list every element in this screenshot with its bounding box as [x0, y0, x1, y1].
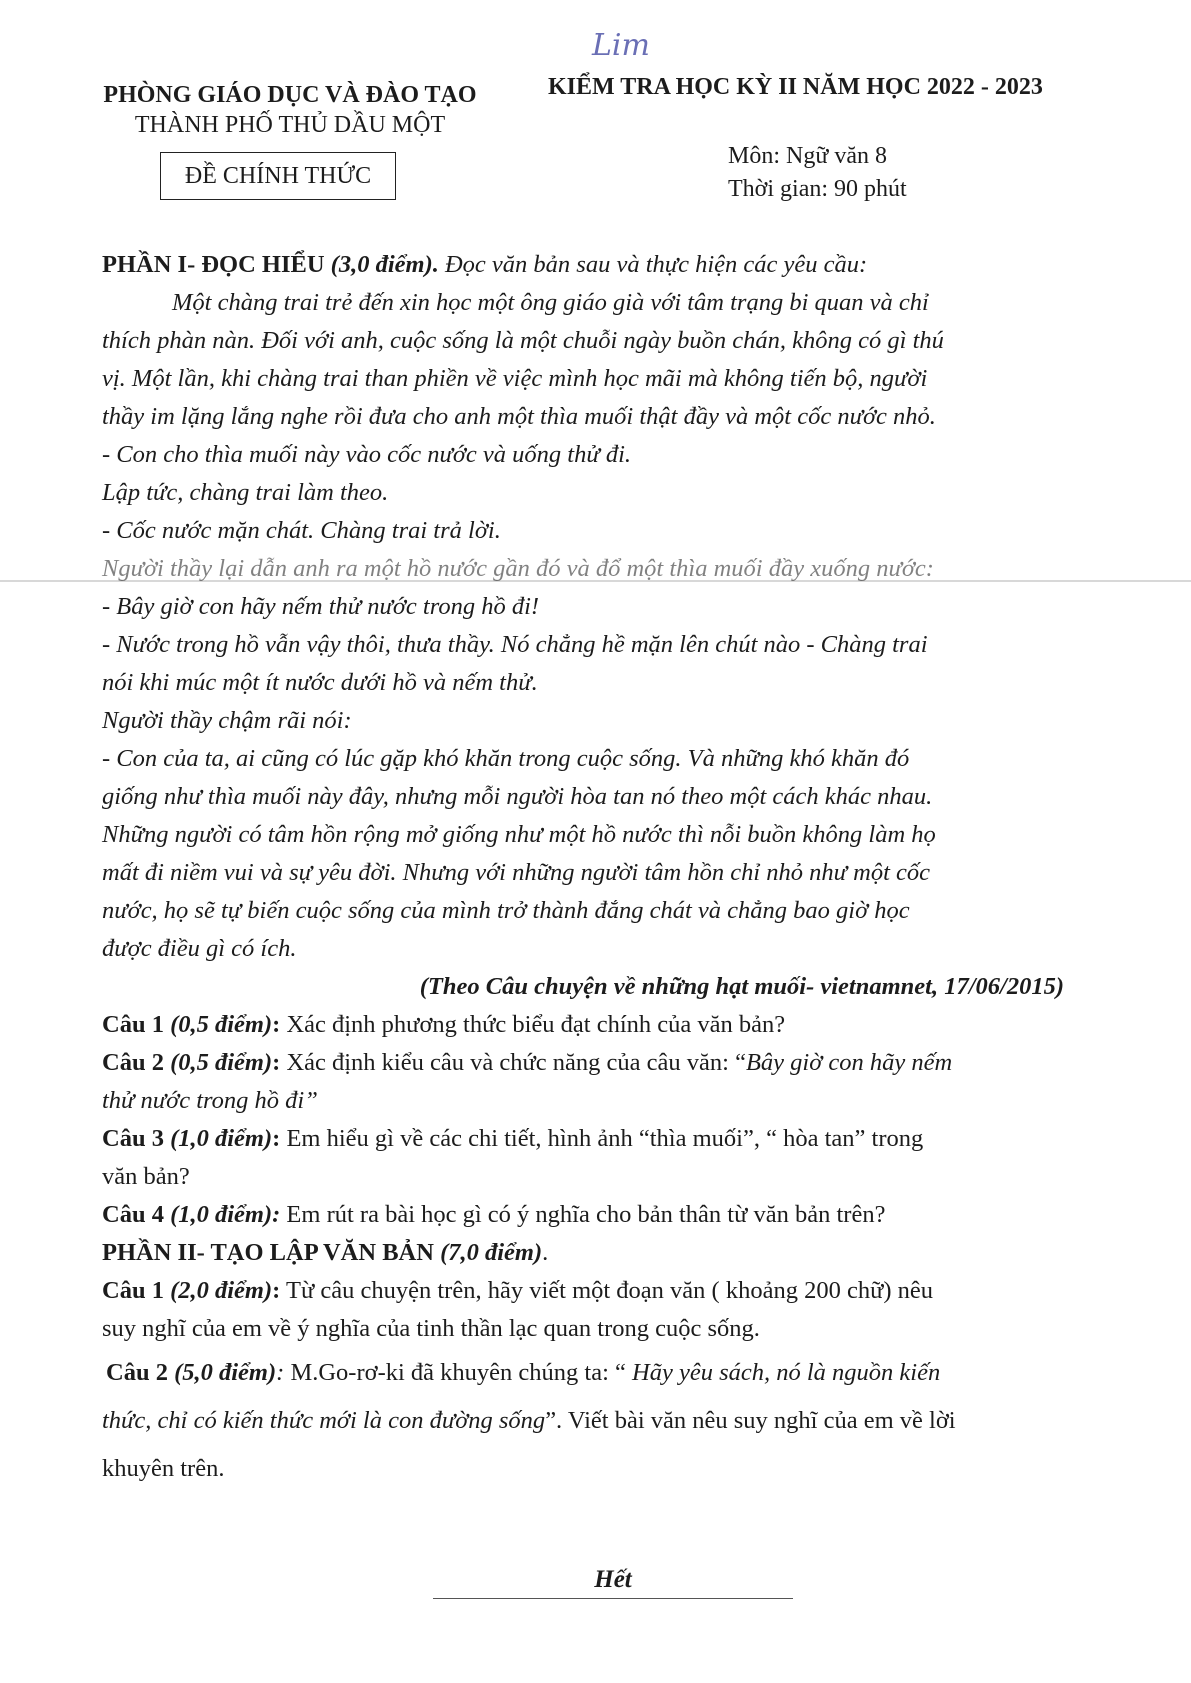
subject: Môn: Ngữ văn 8: [728, 143, 887, 169]
question-points: (0,5 điểm): [163, 1049, 273, 1076]
question-text: Em rút ra bài học gì có ý nghĩa cho bản thân từ văn bản trên?: [280, 1201, 886, 1228]
passage-line: vị. Một lần, khi chàng trai than phiền về việc mình học mãi mà không tiến bộ, người: [102, 365, 928, 392]
exam-info: [728, 140, 907, 206]
question-1: [102, 1006, 1084, 1044]
question-colon: :: [272, 1011, 281, 1038]
essay-question-1-cont: suy nghĩ của em về ý nghĩa của tinh thần lạc quan trong cuộc sống.: [102, 1315, 760, 1342]
essay-question-1: [102, 1272, 1084, 1310]
end-text: Hết: [594, 1566, 632, 1593]
passage-line: - Cốc nước mặn chát. Chàng trai trả lời.: [102, 517, 501, 544]
passage-line: - Bây giờ con hãy nếm thử nước trong hồ đi!: [102, 593, 540, 620]
passage-line: Người thầy lại dẫn anh ra một hồ nước gần đó và đổ một thìa muối đầy xuống nước:: [102, 555, 934, 582]
question-text: Em hiểu gì về các chi tiết, hình ảnh “thìa muối”, “ hòa tan” trong: [280, 1125, 924, 1152]
passage-line: Một chàng trai trẻ đến xin học một ông giáo già với tâm trạng bi quan và chỉ: [172, 289, 929, 316]
question-colon: :: [272, 1125, 281, 1152]
official-stamp: ĐỀ CHÍNH THỨC: [160, 152, 396, 200]
question-text: M.Go-rơ-ki đã khuyên chúng ta: “: [284, 1359, 633, 1386]
city-name: THÀNH PHỐ THỦ DẦU MỘT: [134, 112, 446, 138]
question-points: (5,0 điểm): [167, 1359, 277, 1386]
question-label: Câu 3: [102, 1125, 164, 1152]
handwritten-note: Lim: [592, 28, 650, 63]
passage-line: - Nước trong hồ vẫn vậy thôi, thưa thầy. Nó chẳng hề mặn lên chút nào - Chàng trai: [102, 631, 928, 658]
question-points: (0,5 điểm): [163, 1011, 273, 1038]
passage-line: thích phàn nàn. Đối với anh, cuộc sống là một chuỗi ngày buồn chán, không có gì thú: [102, 327, 944, 354]
passage-line: nói khi múc một ít nước dưới hồ và nếm thử.: [102, 669, 538, 696]
question-label: Câu 1: [102, 1277, 164, 1304]
passage-line: nước, họ sẽ tự biến cuộc sống của mình trở thành đắng chát và chẳng bao giờ học: [102, 897, 910, 924]
question-label: Câu 2: [102, 1049, 164, 1076]
question-2: [102, 1044, 1084, 1082]
passage-line: mất đi niềm vui và sự yêu đời. Nhưng với những người tâm hồn chỉ nhỏ như một cốc: [102, 859, 930, 886]
passage-line: Người thầy chậm rãi nói:: [102, 707, 352, 734]
part1-points: (3,0 điểm).: [330, 251, 439, 278]
question-text: Xác định kiểu câu và chức năng của câu văn: “: [280, 1049, 746, 1076]
question-quote: Bây giờ con hãy nếm: [745, 1049, 953, 1076]
passage-line: Những người có tâm hồn rộng mở giống như một hồ nước thì nỗi buồn không làm họ: [102, 821, 936, 848]
question-colon: :: [272, 1049, 281, 1076]
question-4: [102, 1196, 1084, 1234]
department-name: PHÒNG GIÁO DỤC VÀ ĐÀO TẠO: [103, 82, 477, 108]
passage-line: Lập tức, chàng trai làm theo.: [102, 479, 389, 506]
essay-question-2: [102, 1354, 1084, 1392]
essay-question-2-end: khuyên trên.: [102, 1455, 225, 1482]
end-rule: [433, 1598, 793, 1599]
question-points: (1,0 điểm): [163, 1125, 273, 1152]
essay-question-2-cont: [102, 1402, 1084, 1440]
question-3-cont: văn bản?: [102, 1163, 190, 1190]
passage-source: (Theo Câu chuyện về những hạt muối- vietnamnet, 17/06/2015): [419, 973, 1064, 1000]
passage-line: - Con của ta, ai cũng có lúc gặp khó khăn trong cuộc sống. Và những khó khăn đó: [102, 745, 910, 772]
department-header: [84, 80, 496, 140]
question-3: [102, 1120, 1084, 1158]
question-quote: thức, chỉ có kiến thức mới là con đường sống: [102, 1407, 546, 1434]
exam-body: [102, 246, 1084, 1488]
part2-heading: [102, 1234, 1084, 1272]
question-points: (2,0 điểm): [163, 1277, 273, 1304]
reading-passage: [102, 284, 1084, 968]
passage-line: giống như thìa muối này đây, nhưng mỗi người hòa tan nó theo một cách khác nhau.: [102, 783, 933, 810]
question-text: Xác định phương thức biểu đạt chính của văn bản?: [280, 1011, 786, 1038]
passage-line: được điều gì có ích.: [102, 935, 297, 962]
question-label: Câu 2: [106, 1359, 168, 1386]
duration: Thời gian: 90 phút: [728, 176, 907, 202]
question-label: Câu 1: [102, 1011, 164, 1038]
part2-title: PHẦN II- TẠO LẬP VĂN BẢN: [102, 1239, 434, 1266]
question-label: Câu 4: [102, 1201, 164, 1228]
part1-title: PHẦN I- ĐỌC HIỂU: [102, 251, 325, 278]
part1-heading: [102, 246, 1084, 284]
question-quote: Hãy yêu sách, nó là nguồn kiến: [632, 1359, 941, 1386]
question-colon: :: [272, 1277, 281, 1304]
question-text: ”. Viết bài văn nêu suy nghĩ của em về lời: [545, 1407, 956, 1434]
part1-instruction: Đọc văn bản sau và thực hiện các yêu cầu:: [438, 251, 868, 278]
exam-title: KIỂM TRA HỌC KỲ II NĂM HỌC 2022 - 2023: [548, 74, 1043, 100]
end-marker: [433, 1566, 793, 1599]
question-text: Từ câu chuyện trên, hãy viết một đoạn văn ( khoảng 200 chữ) nêu: [280, 1277, 934, 1304]
question-2-cont: thử nước trong hồ đi”: [102, 1087, 318, 1114]
part2-points: (7,0 điểm): [433, 1239, 543, 1266]
part2-period: .: [542, 1239, 549, 1266]
passage-line: - Con cho thìa muối này vào cốc nước và uống thử đi.: [102, 441, 632, 468]
question-points: (1,0 điểm):: [163, 1201, 281, 1228]
question-colon: :: [276, 1359, 285, 1386]
passage-line: thầy im lặng lắng nghe rồi đưa cho anh một thìa muối thật đầy và một cốc nước nhỏ.: [102, 403, 936, 430]
